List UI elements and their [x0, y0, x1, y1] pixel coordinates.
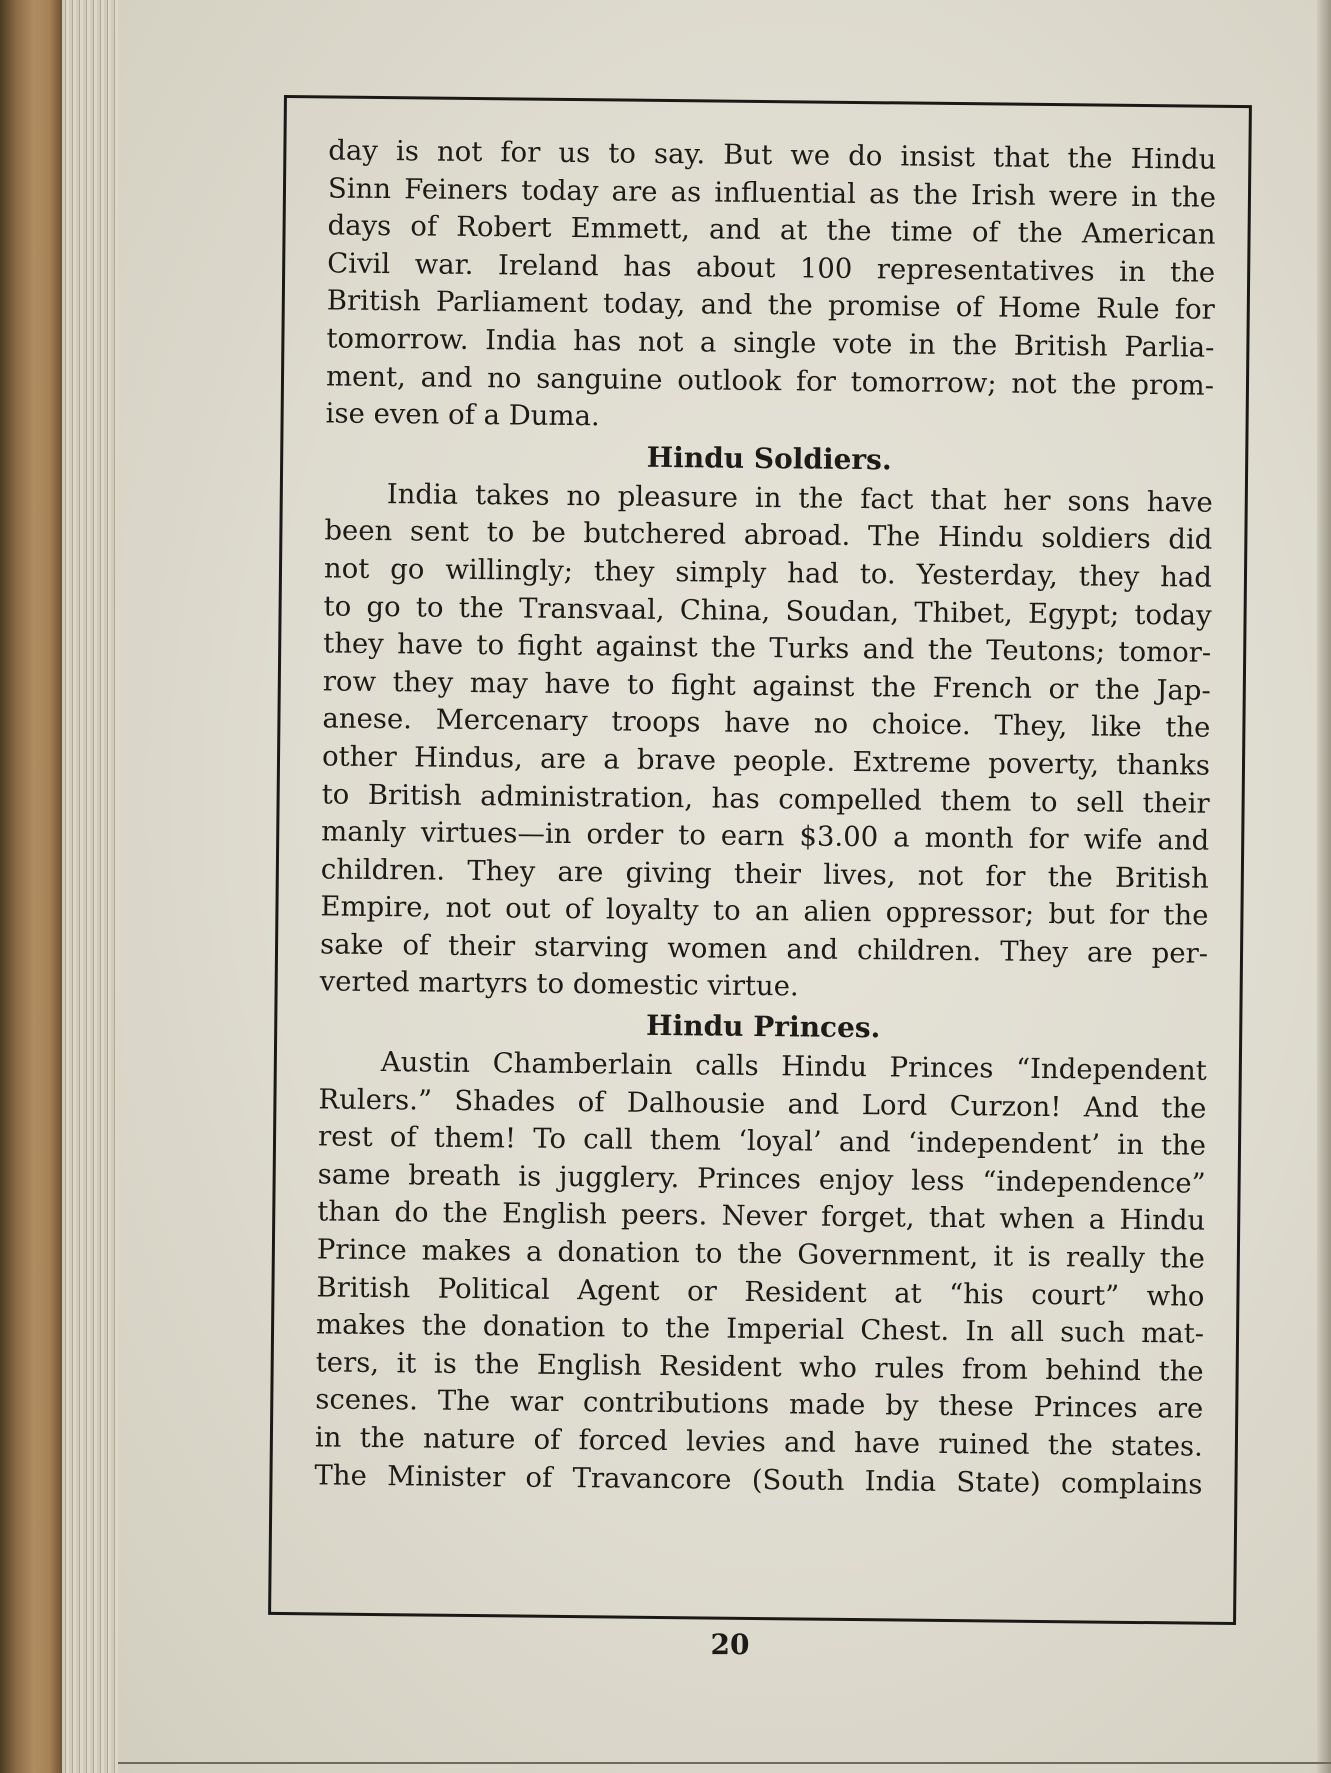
hindu-princes-paragraph — [314, 1043, 1207, 1503]
page-right-edge — [1317, 0, 1331, 1773]
text-line: Empire, not out of loyalty to an alien oppressor; but for the — [320, 890, 1209, 932]
text-line: other Hindus, are a brave people. Extreme poverty, thanks — [321, 740, 1211, 782]
text-line: tomorrow. India has not a single vote in the British Parlia- — [326, 322, 1215, 364]
text-line: row they may have to fight against the French or the Jap- — [322, 665, 1211, 707]
text-line: British Political Agent or Resident at “his court” who — [316, 1271, 1205, 1313]
text-line: manly virtues—in order to earn $3.00 a month for wife and — [321, 815, 1210, 857]
book-spine — [0, 0, 62, 1773]
text-line: they have to fight against the Turks and the Teutons; tomor- — [323, 627, 1212, 669]
text-line: Prince makes a donation to the Government, it is really the — [316, 1233, 1206, 1275]
text-frame — [268, 95, 1252, 1625]
page-number: 20 — [710, 1628, 750, 1661]
intro-paragraph — [325, 132, 1216, 442]
text-line: ters, it is the English Resident who rules from behind the — [315, 1346, 1204, 1388]
text-line: to go to the Transvaal, China, Soudan, Thibet, Egypt; today — [323, 589, 1212, 632]
text-line: rest of them! To call them ‘loyal’ and ‘independent’ in the — [317, 1120, 1207, 1162]
text-line: same breath is jugglery. Princes enjoy less “independence” — [317, 1158, 1206, 1200]
text-line: Austin Chamberlain calls Hindu Princes “Independent — [380, 1046, 1207, 1087]
text-line: ise even of a Duma. — [325, 397, 600, 433]
text-line: been sent to be butchered abroad. The Hindu soldiers did — [324, 514, 1213, 557]
text-line: children. They are giving their lives, not for the British — [320, 853, 1209, 895]
text-line: Civil war. Ireland has about 100 representatives in the — [327, 247, 1216, 289]
text-line: sake of their starving women and children. They are per- — [319, 928, 1209, 970]
text-line: Rulers.” Shades of Dalhousie and Lord Curzon! And the — [318, 1083, 1207, 1125]
text-line: The Minister of Travancore (South India State) complains — [314, 1458, 1203, 1501]
text-line: scenes. The war contributions made by these Princes are — [315, 1383, 1204, 1426]
text-line: in the nature of forced levies and have ruined the states. — [314, 1421, 1204, 1463]
text-line: ment, and no sanguine outlook for tomorrow; not the prom- — [325, 359, 1215, 402]
text-line: makes the donation to the Imperial Chest. In all such mat- — [315, 1308, 1205, 1350]
text-line: day is not for us to say. But we do insist that the Hindu — [328, 134, 1217, 176]
section-heading-hindu-soldiers: Hindu Soldiers. — [646, 440, 892, 477]
text-line: days of Robert Emmett, and at the time of the American — [327, 209, 1216, 251]
text-line: anese. Mercenary troops have no choice. They, like the — [322, 702, 1211, 745]
text-body — [314, 132, 1216, 1503]
text-line: verted martyrs to domestic virtue. — [319, 965, 799, 1003]
page-edges — [62, 0, 122, 1773]
text-line: Sinn Feiners today are as influential as the Irish were in the — [327, 172, 1217, 214]
hindu-soldiers-paragraph — [319, 475, 1212, 1011]
text-line: not go willingly; they simply had to. Yesterday, they had — [323, 552, 1213, 594]
text-line: than do the English peers. Never forget, that when a Hindu — [317, 1195, 1206, 1238]
text-line: India takes no pleasure in the fact that her sons have — [386, 477, 1213, 519]
section-heading-hindu-princes: Hindu Princes. — [645, 1008, 881, 1045]
text-line: British Parliament today, and the promise of Home Rule for — [326, 284, 1215, 327]
text-line: to British administration, has compelled them to sell their — [321, 777, 1210, 820]
page-bottom-edge — [118, 1762, 1331, 1764]
